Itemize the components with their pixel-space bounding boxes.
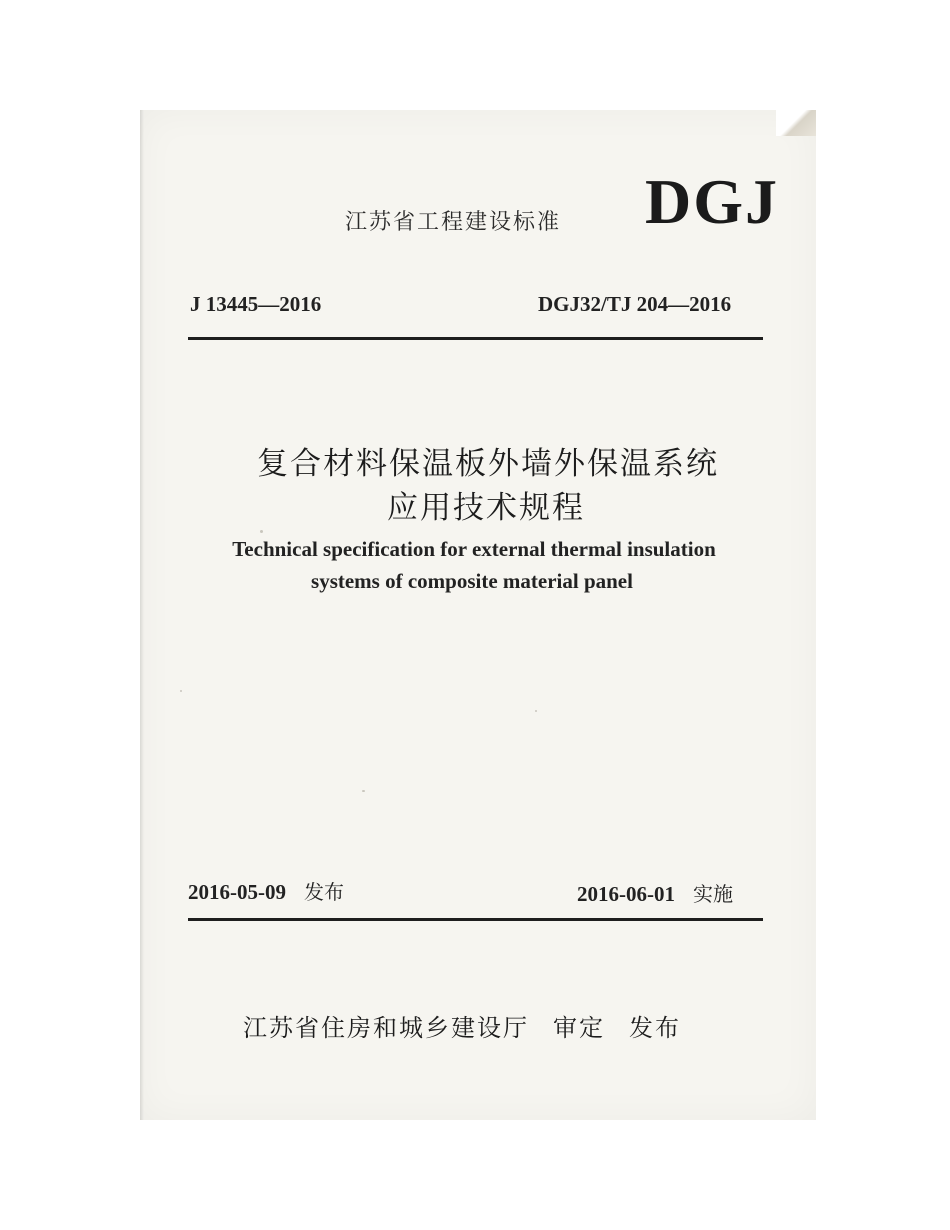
paper-speck: [362, 790, 365, 792]
page-corner-fold: [776, 110, 816, 136]
standard-number: DGJ32/TJ 204—2016: [538, 292, 732, 316]
dgj-logo: DGJ: [645, 166, 779, 237]
issue-date-block: [188, 876, 344, 905]
effective-date-block: [577, 878, 733, 907]
registration-number: J 13445—2016: [190, 292, 322, 316]
standard-category-label: 江苏省工程建设标准: [345, 210, 562, 235]
publisher-release: 发布: [629, 1014, 681, 1042]
title-english-line-2: systems of composite material panel: [311, 569, 633, 593]
effective-label: 实施: [693, 882, 733, 906]
issue-label: 发布: [304, 880, 344, 904]
title-chinese-line-1: 复合材料保温板外墙外保温系统: [257, 446, 719, 482]
effective-date: 2016-06-01: [577, 882, 675, 906]
issue-date: 2016-05-09: [188, 880, 286, 904]
page-edge-shadow: [140, 110, 144, 1120]
paper-speck: [260, 530, 263, 533]
title-chinese-line-2: 应用技术规程: [387, 490, 585, 526]
document-page: [140, 110, 816, 1120]
header-divider: [188, 337, 763, 340]
publisher-approval: 审定: [553, 1014, 605, 1042]
footer-divider: [188, 918, 763, 921]
publisher-line: [243, 1008, 681, 1043]
publisher-name: 江苏省住房和城乡建设厅: [243, 1014, 529, 1042]
title-english-line-1: Technical specification for external thermal insulation: [232, 537, 716, 561]
paper-speck: [535, 710, 537, 712]
paper-speck: [180, 690, 182, 692]
